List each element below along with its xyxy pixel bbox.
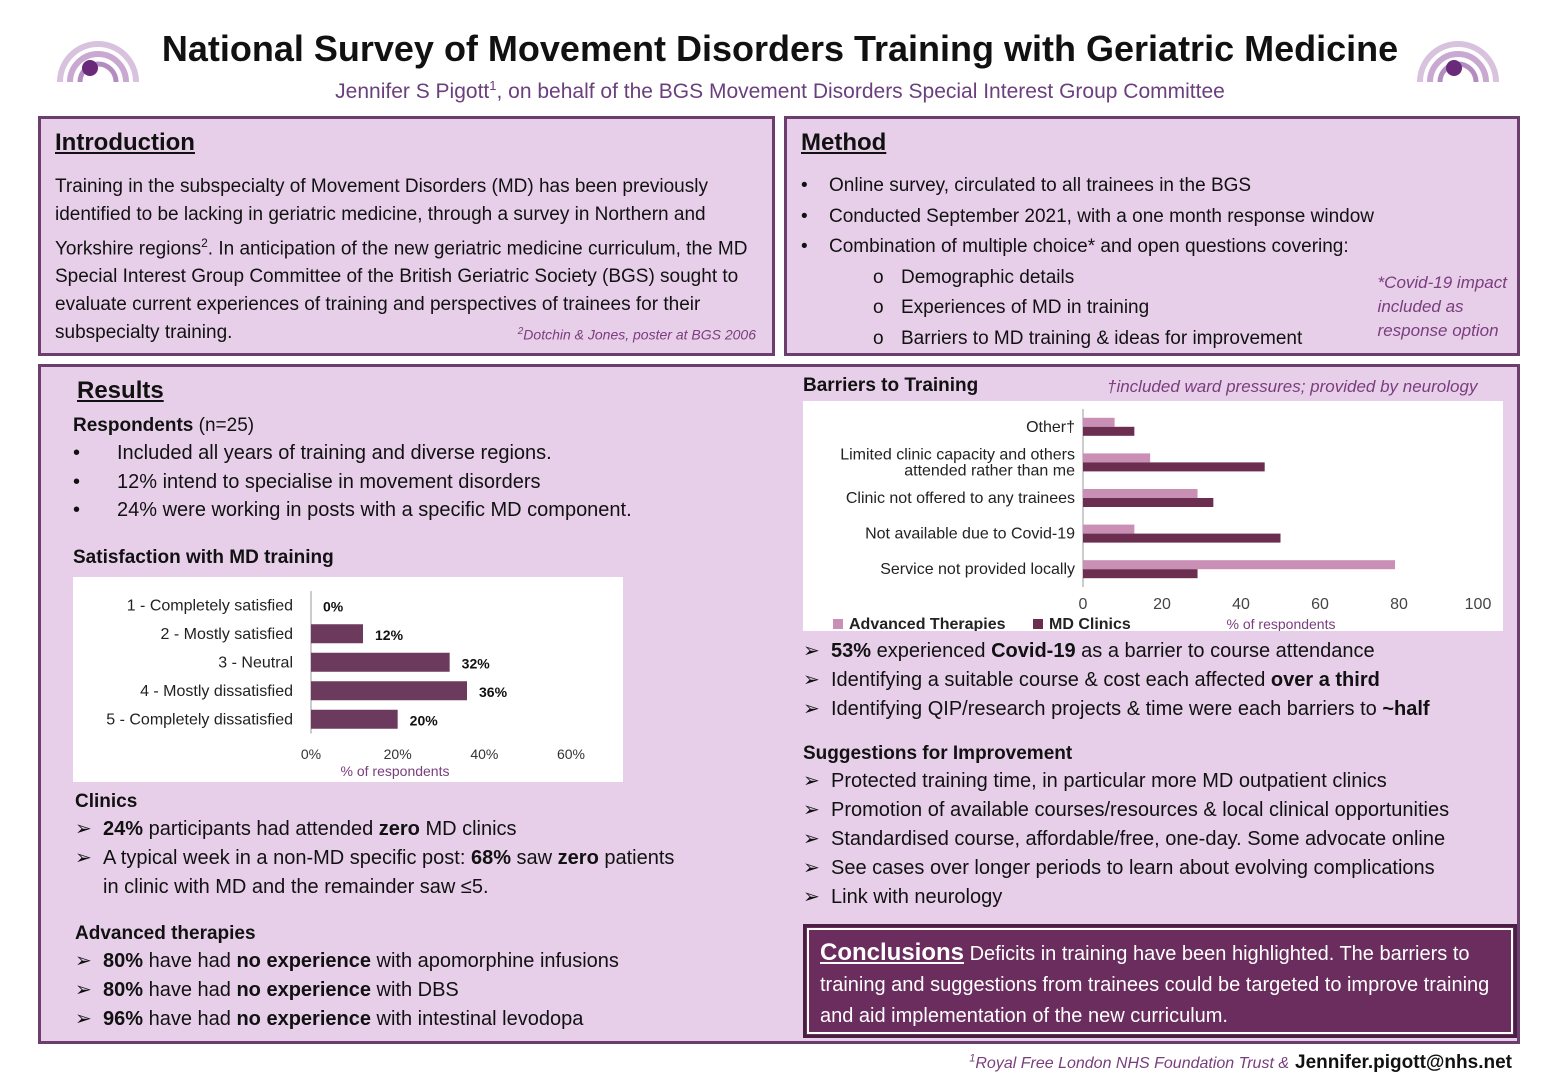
method-panel	[784, 116, 1520, 356]
list-item: ➢ 96% have had no experience with intestinal levodopa	[75, 1008, 584, 1030]
list-item: o Barriers to MD training & ideas for improvement	[873, 327, 1303, 349]
bar	[1083, 525, 1134, 534]
bar	[1083, 498, 1213, 507]
tick-label: 100	[1464, 596, 1492, 613]
respondents-section	[73, 415, 773, 525]
list-item: ➢ Promotion of available courses/resources & local clinical opportunities	[803, 799, 1450, 821]
list-item: ➢ 24% participants had attended zero MD clinics	[75, 818, 517, 840]
value-label: 20%	[409, 712, 438, 729]
method-heading: Method	[801, 129, 887, 156]
bar	[1083, 462, 1265, 471]
barriers-chart-svg	[803, 401, 1503, 631]
value-label: 36%	[479, 683, 508, 700]
satisfaction-heading: Satisfaction with MD training	[73, 547, 334, 568]
covid-note: *Covid-19 impact included as response option	[1377, 273, 1507, 340]
contact-email[interactable]: Jennifer.pigott@nhs.net	[1295, 1052, 1512, 1073]
category-label: 3 - Neutral	[218, 654, 293, 672]
conclusions-box	[803, 924, 1517, 1038]
introduction-footnote: $^2$Dotchin & Jones, poster at BGS 2006	[517, 326, 756, 343]
conclusions-heading: Conclusions	[820, 939, 965, 966]
list-item: ➢ 80% have had no experience with apomorphine infusions	[75, 950, 619, 972]
list-item: • 12% intend to specialise in movement disorders	[73, 468, 773, 497]
list-item: ➢ Identifying a suitable course & cost each affected over a third	[803, 669, 1380, 691]
barriers-note: †included ward pressures; provided by neurology	[1107, 377, 1478, 396]
category-label: Other†	[1026, 418, 1075, 436]
suggestions-section	[803, 743, 1519, 912]
list-item: • Included all years of training and diverse regions.	[73, 439, 773, 468]
introduction-heading: Introduction	[55, 129, 195, 156]
barriers-heading: Barriers to Training	[803, 375, 979, 396]
category-label: 4 - Mostly dissatisfied	[140, 682, 293, 700]
list-item: • Conducted September 2021, with a one month response window	[801, 205, 1375, 227]
category-label: 5 - Completely dissatisfied	[106, 711, 293, 729]
tick-label: 60	[1311, 596, 1329, 613]
list-item: ➢ Link with neurology	[803, 886, 1003, 908]
legend-swatch	[1033, 619, 1043, 629]
value-label: 12%	[375, 626, 404, 643]
list-item: o Demographic details	[873, 266, 1075, 288]
conclusions-text: Deficits in training have been highlighted. The barriers to training and suggestions from trainees could be targeted to improve training and aid implementation of the new curriculum.	[820, 943, 1490, 1027]
barriers-chart	[803, 401, 1503, 631]
list-item: ➢ Identifying QIP/research projects & time were each barriers to ~half	[803, 698, 1430, 720]
tick-label: 40%	[470, 746, 499, 762]
bar	[1083, 489, 1198, 498]
list-item: ➢ See cases over longer periods to learn about evolving complications	[803, 857, 1435, 879]
list-item: ➢ 80% have had no experience with DBS	[75, 979, 459, 1001]
tick-label: 20%	[383, 746, 412, 762]
clinics-section	[75, 791, 795, 902]
value-label: 32%	[461, 655, 490, 672]
list-item: ➢ A typical week in a non-MD specific post: 68% saw zero patients in clinic with MD and the remainder saw ≤5.	[75, 847, 675, 898]
poster-title: National Survey of Movement Disorders Training with Geriatric Medicine	[161, 28, 1399, 69]
category-label: Not available due to Covid-19	[865, 525, 1075, 543]
bar	[1083, 418, 1115, 427]
bar	[311, 653, 450, 672]
x-axis-label: % of respondents	[1226, 616, 1336, 631]
list-item: o Experiences of MD in training	[873, 297, 1150, 318]
bar	[1083, 569, 1198, 578]
bar	[1083, 560, 1395, 569]
category-label: Limited clinic capacity and others	[840, 446, 1075, 464]
bar	[1083, 534, 1281, 543]
legend-swatch	[833, 619, 843, 629]
introduction-panel	[38, 116, 775, 356]
satisfaction-chart-svg	[73, 577, 623, 782]
tick-label: 0%	[300, 746, 322, 762]
tick-label: 80	[1390, 596, 1408, 613]
list-item: ➢ 53% experienced Covid-19 as a barrier to course attendance	[803, 640, 1375, 662]
results-panel	[38, 364, 1520, 1044]
bar	[311, 681, 467, 700]
poster-authors: Jennifer S Pigott$^1$, on behalf of the BGS Movement Disorders Special Interest Group Committee	[335, 78, 1225, 103]
list-item: ➢ Standardised course, affordable/free, one-day. Some advocate online	[803, 828, 1446, 850]
x-axis-label: % of respondents	[340, 763, 450, 779]
satisfaction-chart	[73, 577, 623, 782]
suggestions-heading: Suggestions for Improvement	[803, 743, 1073, 764]
results-heading: Results	[77, 377, 164, 404]
advanced-heading: Advanced therapies	[75, 923, 256, 944]
advanced-therapies-section	[75, 923, 795, 1034]
list-item: ➢ Protected training time, in particular more MD outpatient clinics	[803, 770, 1387, 792]
category-label: attended rather than me	[904, 462, 1075, 480]
affiliation-footer: $^1$Royal Free London NHS Foundation Trust & Jennifer.pigott@nhs.net	[969, 1052, 1512, 1073]
category-label: Clinic not offered to any trainees	[845, 490, 1075, 507]
clinics-heading: Clinics	[75, 791, 138, 812]
legend-label: Advanced Therapies	[849, 616, 1006, 631]
category-label: 1 - Completely satisfied	[126, 597, 293, 615]
tick-label: 0	[1078, 596, 1088, 613]
category-label: Service not provided locally	[880, 561, 1075, 579]
list-item: • Online survey, circulated to all trainees in the BGS	[801, 175, 1252, 196]
tick-label: 60%	[556, 746, 586, 762]
list-item: • 24% were working in posts with a specific MD component.	[73, 496, 773, 525]
tick-label: 40	[1232, 596, 1250, 613]
value-label: 0%	[323, 598, 344, 615]
introduction-text: Training in the subspecialty of Movement Disorders (MD) has been previously identified to be lacking in geriatric medicine, through a survey in Northern and Yorkshire regions$^2$. In anticipation of the new geriatric medicine curriculum, the MD Special Interest Group Committee of the British Geriatric Society (BGS) sought to evaluate current experiences of training and perspectives of trainees for their subspecialty training.	[55, 176, 748, 344]
category-label: 2 - Mostly satisfied	[160, 625, 293, 643]
bar	[1083, 453, 1150, 462]
barrier-points	[803, 637, 1519, 724]
bar	[311, 624, 363, 643]
bar	[1083, 427, 1134, 436]
respondents-heading: Respondents (n=25)	[73, 415, 255, 436]
legend-label: MD Clinics	[1049, 616, 1131, 631]
tick-label: 20	[1153, 596, 1171, 613]
bar	[311, 710, 398, 729]
list-item: • Combination of multiple choice* and open questions covering:	[801, 236, 1349, 257]
